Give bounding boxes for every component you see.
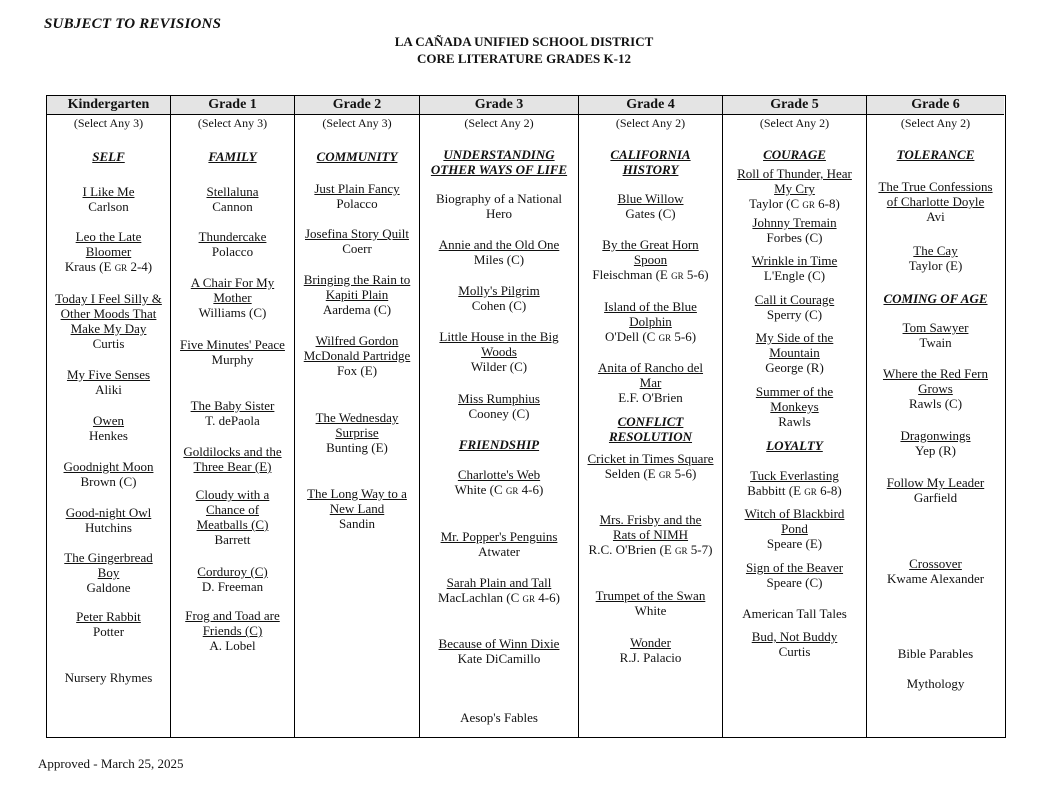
book-entry xyxy=(723,215,866,245)
theme-heading: LOYALTY xyxy=(766,438,823,453)
book-title: Sign of the Beaver xyxy=(745,560,844,575)
book-entry xyxy=(723,330,866,375)
book-author: Rawls (C) xyxy=(908,396,963,411)
book-author: Yep (R) xyxy=(915,443,956,458)
book-entry xyxy=(723,506,866,551)
book-title: Thundercake xyxy=(198,229,267,244)
book-author: Sperry (C) xyxy=(766,307,823,322)
book-entry xyxy=(420,529,578,559)
plain-entry: Mythology xyxy=(906,676,965,691)
book-author: Coerr xyxy=(342,241,372,256)
literature-table xyxy=(46,95,1006,738)
book-author: White xyxy=(634,603,667,618)
book-entry xyxy=(867,179,1004,224)
book-entry xyxy=(47,505,170,535)
book-title: Blue Willow xyxy=(617,191,684,206)
book-author: E.F. O'Brien xyxy=(618,390,683,405)
book-author: Atwater xyxy=(478,544,520,559)
theme-heading: CONFLICT RESOLUTION xyxy=(608,414,693,444)
book-title: Trumpet of the Swan xyxy=(595,588,706,603)
book-title: Wilfred Gordon McDonald Partridge xyxy=(303,333,411,363)
book-entry xyxy=(295,226,419,256)
book-author: Cooney (C) xyxy=(468,406,530,421)
book-entry xyxy=(171,275,294,320)
book-author: Kraus (E GR 2-4) xyxy=(64,259,153,274)
book-title: Dragonwings xyxy=(900,428,971,443)
column-grade-5 xyxy=(723,96,867,737)
book-author: Forbes (C) xyxy=(766,230,823,245)
book-entry xyxy=(867,320,1004,350)
book-author: Fleischman (E GR 5-6) xyxy=(592,267,709,282)
book-entry xyxy=(723,629,866,659)
book-entry xyxy=(420,237,578,267)
book-author: Williams (C) xyxy=(198,305,267,320)
book-entry xyxy=(295,181,419,211)
theme-heading: FRIENDSHIP xyxy=(458,437,540,452)
column-grade-1 xyxy=(171,96,295,737)
book-title: I Like Me xyxy=(82,184,135,199)
book-title: Johnny Tremain xyxy=(752,215,837,230)
book-title: Leo the Late Bloomer xyxy=(75,229,142,259)
book-entry xyxy=(171,608,294,653)
book-title: A Chair For My Mother xyxy=(190,275,275,305)
book-author: Taylor (C GR 6-8) xyxy=(749,196,840,211)
book-title: Goodnight Moon xyxy=(63,459,154,474)
theme-heading: CALIFORNIA HISTORY xyxy=(610,147,691,177)
book-title: My Side of the Mountain xyxy=(755,330,834,360)
book-title: Because of Winn Dixie xyxy=(438,636,560,651)
theme-heading: COURAGE xyxy=(763,147,826,162)
book-title: Anita of Rancho del Mar xyxy=(597,360,704,390)
book-title: Stellaluna xyxy=(206,184,259,199)
plain-entry: Nursery Rhymes xyxy=(64,670,153,685)
book-title: The True Confessions of Charlotte Doyle xyxy=(878,179,993,209)
book-author: Cannon xyxy=(212,199,253,214)
book-entry xyxy=(867,556,1004,586)
book-author: Wilder (C) xyxy=(470,359,528,374)
book-author: Sandin xyxy=(338,516,376,531)
book-title: The Wednesday Surprise xyxy=(315,410,399,440)
book-title: The Gingerbread Boy xyxy=(64,550,153,580)
column-grade-6 xyxy=(867,96,1004,737)
book-entry xyxy=(171,487,294,547)
book-title: Mr. Popper's Penguins xyxy=(440,529,558,544)
book-entry xyxy=(47,459,170,489)
book-entry xyxy=(723,560,866,590)
book-entry xyxy=(295,486,419,531)
select-instruction: (Select Any 3) xyxy=(322,116,392,130)
column-header: Grade 2 xyxy=(295,96,419,115)
district-title: LA CAÑADA UNIFIED SCHOOL DISTRICT xyxy=(394,34,654,49)
document-subtitle: CORE LITERATURE GRADES K-12 xyxy=(417,51,631,66)
book-author: MacLachlan (C GR 4-6) xyxy=(438,590,560,605)
column-header: Grade 5 xyxy=(723,96,866,115)
book-title: My Five Senses xyxy=(66,367,151,382)
book-title: By the Great Horn Spoon xyxy=(602,237,699,267)
select-instruction: (Select Any 2) xyxy=(759,116,830,130)
book-author: White (C GR 4-6) xyxy=(454,482,544,497)
book-entry xyxy=(171,337,294,367)
book-entry xyxy=(579,588,722,618)
book-title: Bud, Not Buddy xyxy=(751,629,838,644)
book-entry xyxy=(171,184,294,214)
book-author: Cohen (C) xyxy=(471,298,527,313)
book-title: Good-night Owl xyxy=(65,505,152,520)
book-entry xyxy=(723,166,866,213)
book-title: Cricket in Times Square xyxy=(587,451,714,466)
book-author: Babbitt (E GR 6-8) xyxy=(747,483,842,498)
column-header: Grade 1 xyxy=(171,96,294,115)
book-author: Carlson xyxy=(88,199,129,214)
book-entry xyxy=(420,467,578,499)
book-entry xyxy=(579,237,722,284)
book-title: Wonder xyxy=(630,635,671,650)
book-author: Rawls xyxy=(778,414,811,429)
book-entry xyxy=(579,451,722,483)
plain-entry: Aesop's Fables xyxy=(460,710,538,725)
book-entry xyxy=(47,413,170,443)
theme-heading: SELF xyxy=(92,149,125,164)
book-author: Twain xyxy=(919,335,952,350)
book-author: D. Freeman xyxy=(201,579,264,594)
subject-to-revisions-stamp: SUBJECT TO REVISIONS xyxy=(44,16,222,32)
book-title: Call it Courage xyxy=(754,292,835,307)
book-entry xyxy=(420,283,578,313)
book-title: Owen xyxy=(92,413,125,428)
theme-heading: TOLERANCE xyxy=(896,147,975,162)
book-author: R.C. O'Brien (E GR 5-7) xyxy=(588,542,713,557)
book-entry xyxy=(579,299,722,346)
book-entry xyxy=(723,292,866,322)
book-author: Galdone xyxy=(86,580,131,595)
column-header: Grade 3 xyxy=(420,96,578,115)
theme-heading: COMMUNITY xyxy=(316,149,398,164)
book-entry xyxy=(420,575,578,607)
book-author: R.J. Palacio xyxy=(619,650,682,665)
book-title: Summer of the Monkeys xyxy=(755,384,834,414)
book-title: Wrinkle in Time xyxy=(751,253,838,268)
book-title: Sarah Plain and Tall xyxy=(446,575,552,590)
book-entry xyxy=(867,366,1004,411)
book-author: Miles (C) xyxy=(473,252,525,267)
book-author: Garfield xyxy=(913,490,958,505)
book-title: Island of the Blue Dolphin xyxy=(604,299,697,329)
book-title: Mrs. Frisby and the Rats of NIMH xyxy=(599,512,702,542)
column-header: Grade 4 xyxy=(579,96,722,115)
column-grade-4 xyxy=(579,96,723,737)
book-entry xyxy=(171,444,294,474)
book-author: Brown (C) xyxy=(80,474,137,489)
book-author: Curtis xyxy=(92,336,125,351)
book-title: Tom Sawyer xyxy=(902,320,969,335)
book-title: Annie and the Old One xyxy=(438,237,560,252)
book-author: Henkes xyxy=(89,428,128,443)
book-author: L'Engle (C) xyxy=(763,268,826,283)
book-author: Avi xyxy=(926,209,945,224)
column-kindergarten xyxy=(47,96,171,737)
plain-entry: American Tall Tales xyxy=(742,606,847,621)
approval-footer: Approved - March 25, 2025 xyxy=(38,756,184,771)
book-entry xyxy=(867,428,1004,458)
book-author: George (R) xyxy=(765,360,824,375)
plain-entry: Biography of a National Hero xyxy=(436,191,562,221)
column-grade-2 xyxy=(295,96,420,737)
plain-entry: Bible Parables xyxy=(897,646,974,661)
select-instruction: (Select Any 3) xyxy=(197,116,268,130)
book-entry xyxy=(420,329,578,374)
book-entry xyxy=(47,550,170,595)
column-header: Grade 6 xyxy=(867,96,1004,115)
book-title: Corduroy (C) xyxy=(197,564,268,579)
book-title: The Baby Sister xyxy=(190,398,275,413)
book-author: Potter xyxy=(92,624,125,639)
book-author: Hutchins xyxy=(85,520,132,535)
book-entry xyxy=(171,564,294,594)
book-author: Bunting (E) xyxy=(326,440,388,455)
book-entry xyxy=(295,410,419,455)
book-entry xyxy=(171,229,294,259)
book-title: The Cay xyxy=(913,243,958,258)
book-title: Witch of Blackbird Pond xyxy=(744,506,845,536)
select-instruction: (Select Any 3) xyxy=(73,116,144,130)
book-title: Five Minutes' Peace xyxy=(180,337,285,352)
book-entry xyxy=(867,475,1004,505)
book-author: Fox (E) xyxy=(336,363,378,378)
book-title: Just Plain Fancy xyxy=(314,181,400,196)
book-title: Tuck Everlasting xyxy=(750,468,839,483)
column-grade-3 xyxy=(420,96,579,737)
book-author: T. dePaola xyxy=(205,413,260,428)
book-title: Little House in the Big Woods xyxy=(439,329,559,359)
book-author: Barrett xyxy=(214,532,251,547)
book-author: Selden (E GR 5-6) xyxy=(604,466,697,481)
book-title: Today I Feel Silly & Other Moods That Make My Day xyxy=(55,291,162,336)
book-author: Kwame Alexander xyxy=(886,571,985,586)
theme-heading: UNDERSTANDING OTHER WAYS OF LIFE xyxy=(430,147,568,177)
book-title: Bringing the Rain to Kapiti Plain xyxy=(303,272,411,302)
select-instruction: (Select Any 2) xyxy=(615,116,686,130)
book-entry xyxy=(47,609,170,639)
book-entry xyxy=(579,512,722,559)
book-author: Curtis xyxy=(778,644,811,659)
book-title: Where the Red Fern Grows xyxy=(882,366,989,396)
book-author: A. Lobel xyxy=(209,638,256,653)
book-author: Speare (E) xyxy=(766,536,823,551)
book-title: Goldilocks and the Three Bear (E) xyxy=(183,444,282,474)
select-instruction: (Select Any 2) xyxy=(464,116,534,130)
book-title: Peter Rabbit xyxy=(76,609,141,624)
book-title: Frog and Toad are Friends (C) xyxy=(185,608,280,638)
book-title: Follow My Leader xyxy=(886,475,985,490)
book-entry xyxy=(171,398,294,428)
book-title: Cloudy with a Chance of Meatballs (C) xyxy=(195,487,270,532)
book-entry xyxy=(295,272,419,317)
book-entry xyxy=(47,229,170,276)
book-entry xyxy=(47,291,170,351)
book-title: The Long Way to a New Land xyxy=(307,486,407,516)
book-entry xyxy=(723,468,866,500)
book-entry xyxy=(723,384,866,429)
book-author: Aliki xyxy=(95,382,122,397)
book-entry xyxy=(579,635,722,665)
book-title: Roll of Thunder, Hear My Cry xyxy=(737,166,852,196)
book-entry xyxy=(867,243,1004,273)
column-header: Kindergarten xyxy=(47,96,170,115)
book-author: Aardema (C) xyxy=(322,302,392,317)
book-entry xyxy=(47,184,170,214)
book-entry xyxy=(579,360,722,405)
select-instruction: (Select Any 2) xyxy=(900,116,971,130)
book-title: Charlotte's Web xyxy=(457,467,541,482)
theme-heading: COMING OF AGE xyxy=(883,291,988,306)
book-entry xyxy=(723,253,866,283)
book-title: Crossover xyxy=(909,556,962,571)
book-author: Polacco xyxy=(336,196,378,211)
book-entry xyxy=(47,367,170,397)
book-entry xyxy=(579,191,722,221)
book-title: Molly's Pilgrim xyxy=(458,283,540,298)
book-entry xyxy=(295,333,419,378)
book-entry xyxy=(420,636,578,666)
book-title: Josefina Story Quilt xyxy=(305,226,409,241)
theme-heading: FAMILY xyxy=(208,149,257,164)
book-author: O'Dell (C GR 5-6) xyxy=(604,329,697,344)
book-author: Taylor (E) xyxy=(908,258,963,273)
book-author: Gates (C) xyxy=(625,206,676,221)
book-author: Polacco xyxy=(211,244,254,259)
book-title: Miss Rumphius xyxy=(458,391,540,406)
book-author: Murphy xyxy=(211,352,254,367)
book-author: Kate DiCamillo xyxy=(457,651,541,666)
book-entry xyxy=(420,391,578,421)
book-author: Speare (C) xyxy=(766,575,823,590)
